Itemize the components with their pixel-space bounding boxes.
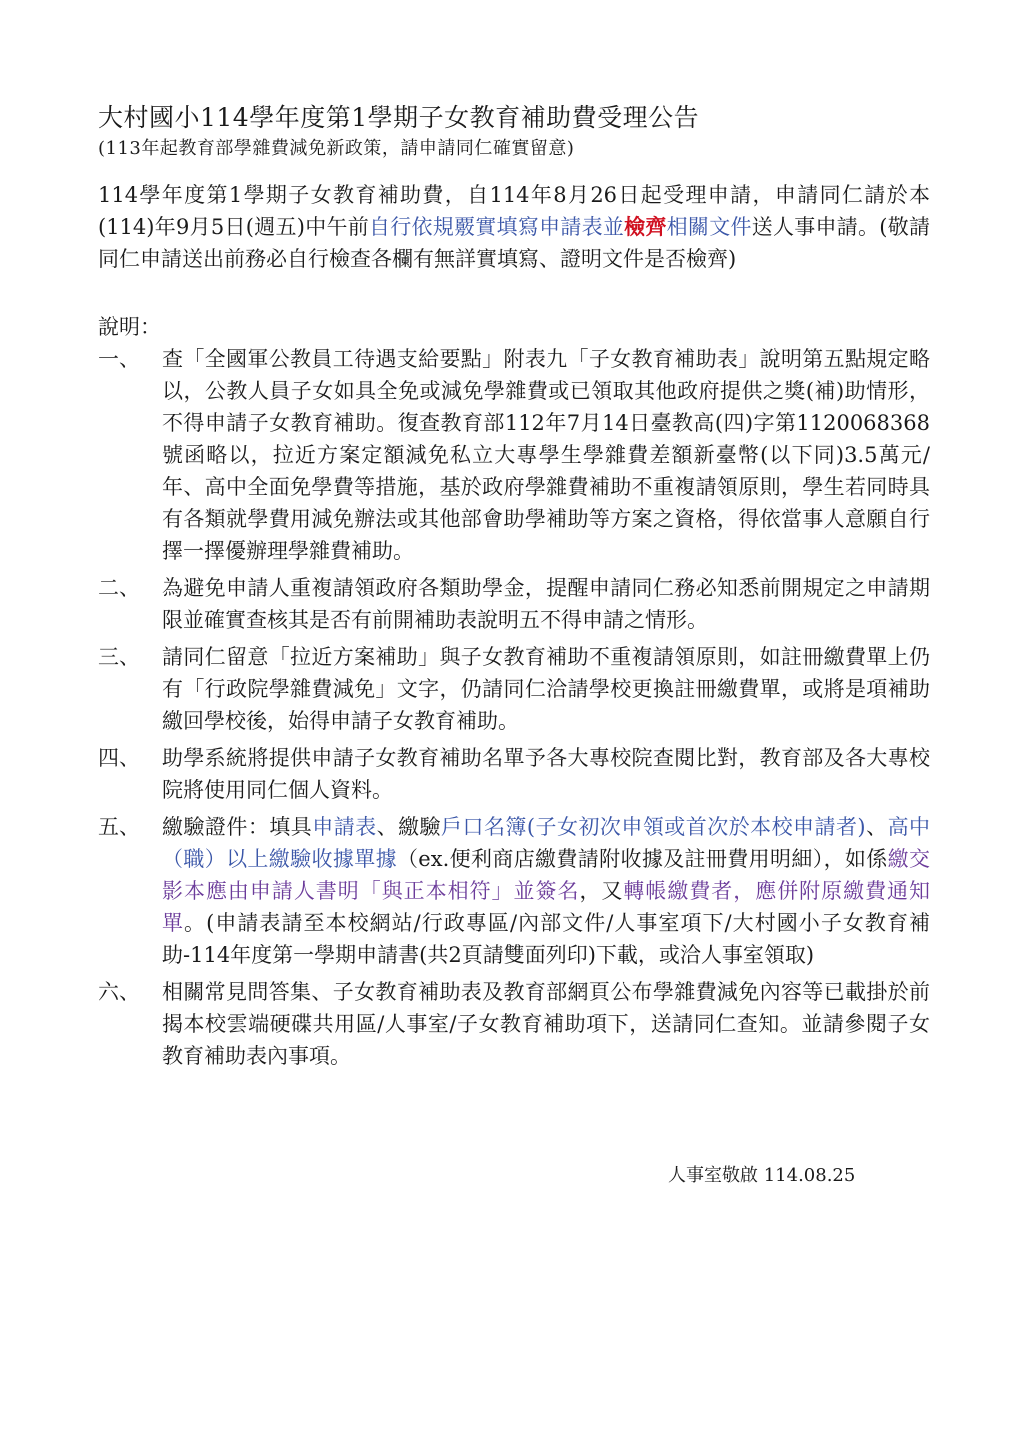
item-highlight: 高中（職）以上繳驗收據單據 (162, 815, 931, 871)
intro-text: 送人事申請。(敬請同仁申請送出前務必自行檢查各欄有無詳實填寫、證明文件是否檢齊) (98, 215, 931, 271)
intro-text: 114學年度第1學期子女教育補助費，自114年8月26日起受理申請，申請同仁請於本(114)年9月5日(週五)中午前 (98, 183, 930, 239)
item-text: （ex.便利商店繳費請附收據及註冊費用明細），如係 (396, 847, 888, 871)
item-highlight: 戶口名簿(子女初次申領或首次於本校申請者) (441, 815, 866, 839)
item-text: ，又 (579, 879, 624, 903)
item-text: 。(申請表請至本校網站/行政專區/內部文件/人事室項下/大村國小子女教育補助-114年度第一學期申請書(共2頁請雙面列印)下載，或洽人事室領取) (162, 911, 930, 967)
item-text: 繳驗證件：填具 (162, 815, 313, 839)
list-item (98, 976, 930, 1072)
item-highlight: 轉帳繳費者，應併附原繳費通知單 (162, 879, 931, 935)
signature: 人事室敬啟 114.08.25 (668, 1165, 856, 1186)
item-text: 相關常見問答集、子女教育補助表及教育部網頁公布學雜費減免內容等已載掛於前揭本校雲端硬碟共用區/人事室/子女教育補助項下，送請同仁查知。並請參閱子女教育補助表內事項。 (162, 980, 930, 1068)
list-item (98, 641, 930, 737)
explanation-label: 說明： (98, 315, 161, 339)
item-number: 一、 (98, 347, 140, 371)
item-text: 請同仁留意「拉近方案補助」與子女教育補助不重複請領原則，如註冊繳費單上仍有「行政院學雜費減免」文字，仍請同仁洽請學校更換註冊繳費單，或將是項補助繳回學校後，始得申請子女教育補助。 (162, 645, 930, 733)
list-item (98, 572, 930, 636)
item-text: 、繳驗 (376, 815, 442, 839)
item-highlight: 申請表 (312, 815, 377, 839)
item-number: 五、 (98, 815, 140, 839)
item-text: 為避免申請人重複請領政府各類助學金，提醒申請同仁務必知悉前開規定之申請期限並確實查核其是否有前開補助表說明五不得申請之情形。 (162, 576, 930, 632)
intro-highlight: 自行依規覈實填寫申請表並 (368, 215, 625, 239)
intro-highlight: 相關文件 (666, 215, 752, 239)
item-number: 三、 (98, 645, 140, 669)
item-number: 六、 (98, 980, 140, 1004)
intro-paragraph (98, 179, 930, 275)
item-text: 查「全國軍公教員工待遇支給要點」附表九「子女教育補助表」說明第五點規定略以，公教人員子女如具全免或減免學雜費或已領取其他政府提供之獎(補)助情形，不得申請子女教育補助。復查教育部112年7月14日臺教高(四)字第1120068368號函略以，拉近方案定額減免私立大專學生學雜費差額新臺幣(以下同)3.5萬元/年、高中全面免學費等措施，基於政府學雜費補助不重複請領原則，學生若同時具有各類就學費用減免辦法或其他部會助學補助等方案之資格，得依當事人意願自行擇一擇優辦理學雜費補助。 (162, 347, 930, 563)
item-number: 二、 (98, 576, 140, 600)
list-item (98, 811, 930, 971)
list-item (98, 343, 930, 567)
item-text: 、 (865, 815, 888, 839)
item-number: 四、 (98, 746, 140, 770)
item-text: 助學系統將提供申請子女教育補助名單予各大專校院查閱比對，教育部及各大專校院將使用同仁個人資料。 (162, 746, 930, 802)
page-title: 大村國小114學年度第1學期子女教育補助費受理公告 (98, 103, 700, 132)
list-item (98, 742, 930, 806)
item-highlight: 繳交影本應由申請人書明「與正本相符」並簽名 (162, 847, 931, 903)
explanation-list (98, 343, 930, 1077)
intro-emphasis: 檢齊 (624, 214, 667, 239)
page-subtitle: (113年起教育部學雜費減免新政策，請申請同仁確實留意) (98, 138, 575, 159)
